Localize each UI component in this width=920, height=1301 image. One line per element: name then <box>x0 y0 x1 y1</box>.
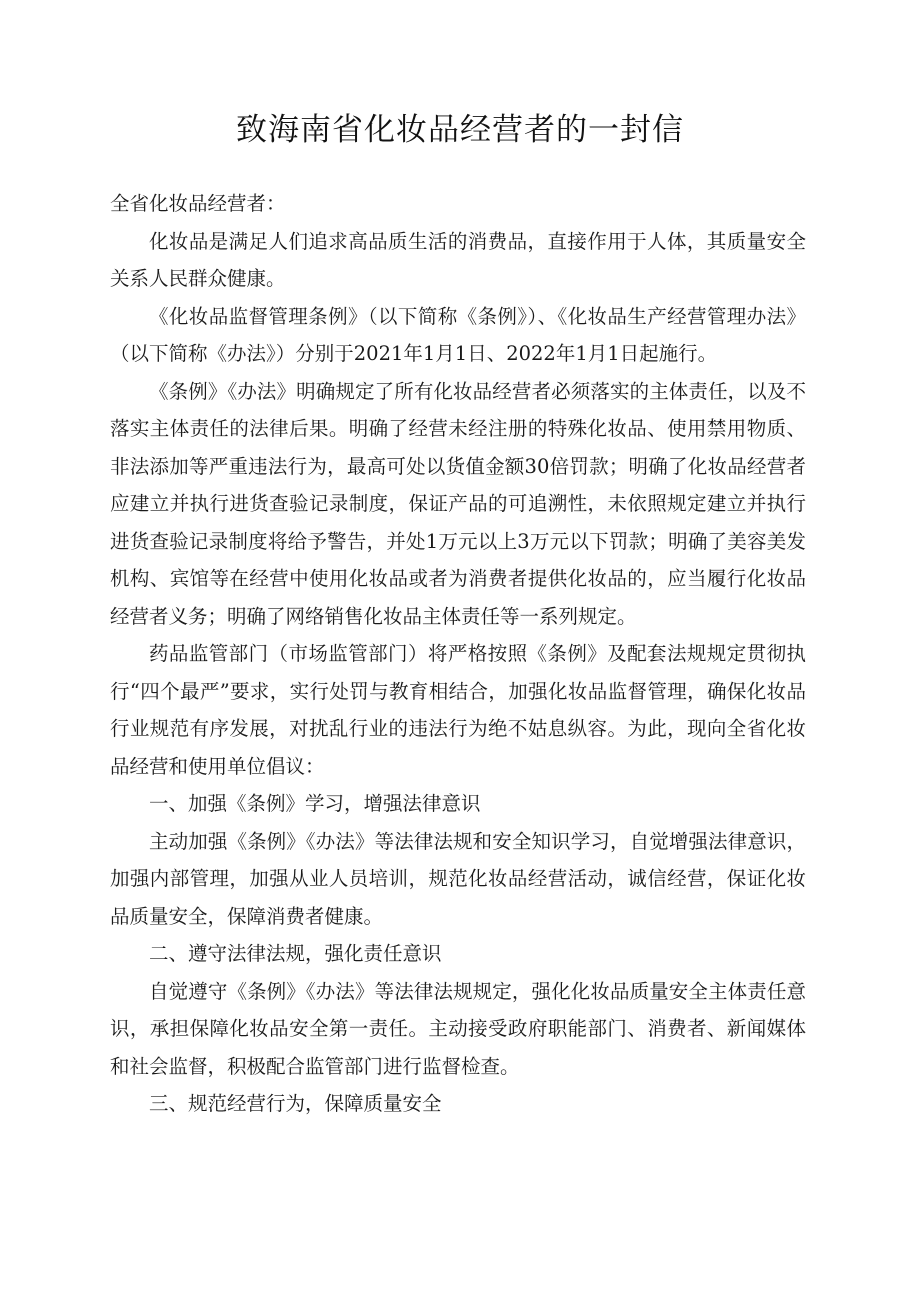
section-text-2: 自觉遵守《条例》《办法》等法律法规规定，强化化妆品质量安全主体责任意识，承担保障化妆品安全第一责任。主动接受政府职能部门、消费者、新闻媒体和社会监督，积极配合监管部门进行监督检查。 <box>110 979 806 1078</box>
section-heading-3: 三、规范经营行为，保障质量安全 <box>149 1092 442 1115</box>
paragraph-responsibilities: 《条例》《办法》明确规定了所有化妆品经营者必须落实的主体责任，以及不落实主体责任的法律后果。明确了经营未经注册的特殊化妆品、使用禁用物质、非法添加等严重违法行为，最高可处以货值金额30倍罚款；明确了化妆品经营者应建立并执行进货查验记录制度，保证产品的可追溯性，未依照规定建立并执行进货查验记录制度将给予警告，并处1万元以上3万元以下罚款；明确了美容美发机构、宾馆等在经营中使用化妆品或者为消费者提供化妆品的，应当履行化妆品经营者义务；明确了网络销售化妆品主体责任等一系列规定。 <box>110 379 806 628</box>
paragraph-intro: 化妆品是满足人们追求高品质生活的消费品，直接作用于人体，其质量安全关系人民群众健康。 <box>110 229 806 290</box>
letter-title: 致海南省化妆品经营者的一封信 <box>236 112 684 148</box>
paragraph-initiative: 药品监管部门（市场监管部门）将严格按照《条例》及配套法规规定贯彻执行“四个最严”要求，实行处罚与教育相结合，加强化妆品监督管理，确保化妆品行业规范有序发展，对扰乱行业的违法行为绝不姑息纵容。为此，现向全省化妆品经营和使用单位倡议： <box>110 642 806 778</box>
letter-body <box>110 185 806 1123</box>
paragraph-regulations: 《化妆品监督管理条例》（以下简称《条例》）、《化妆品生产经营管理办法》（以下简称《办法》）分别于2021年1月1日、2022年1月1日起施行。 <box>110 304 806 365</box>
salutation: 全省化妆品经营者： <box>110 192 286 215</box>
section-text-1: 主动加强《条例》《办法》等法律法规和安全知识学习，自觉增强法律意识，加强内部管理，加强从业人员培训，规范化妆品经营活动，诚信经营，保证化妆品质量安全，保障消费者健康。 <box>110 829 806 928</box>
section-heading-2: 二、遵守法律法规，强化责任意识 <box>149 942 442 965</box>
section-heading-1: 一、加强《条例》学习，增强法律意识 <box>149 792 481 815</box>
